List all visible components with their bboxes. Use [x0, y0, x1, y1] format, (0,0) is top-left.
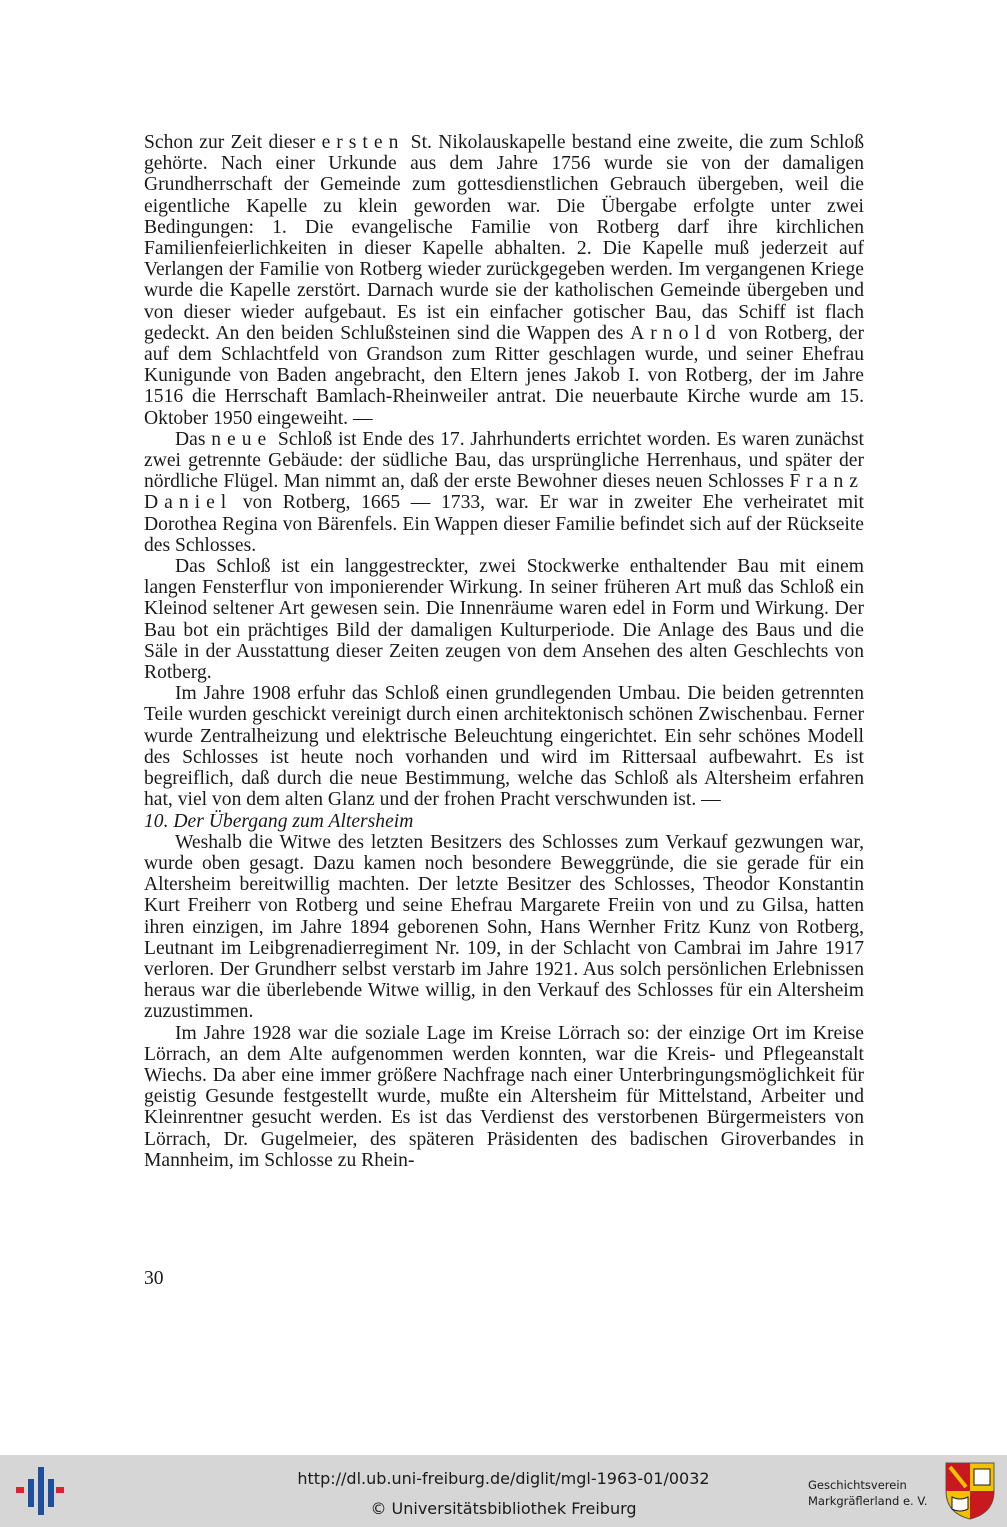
paragraph — [144, 429, 864, 556]
copyright-text: © Universitätsbibliothek Freiburg — [370, 1499, 637, 1518]
section-heading — [144, 811, 864, 832]
paragraph — [144, 832, 864, 1023]
society-name-line2: Markgräflerland e. V. — [808, 1494, 928, 1508]
text-run: von Rotberg, 1665 — 1733, war. Er war in zweiter Ehe verheiratet mit Dorothea Regina von Bärenfels. Ein Wappen dieser Familie befindet sich auf der Rückseite des Schlosses. — [144, 492, 864, 556]
paragraph — [144, 683, 864, 810]
society-name — [808, 1477, 948, 1509]
spaced-name: Franz Daniel — [144, 471, 864, 514]
text-run: St. Nikolauskapelle bestand eine zweite, die zum Schloß gehörte. Nach einer Urkunde aus dem Jahre 1756 wurde sie von der damaligen Grundherrschaft der Gemeinde zum gottesdienstlichen Gebrauch übergeben, weil die eigentliche Kapelle zu klein geworden war. Die Übergabe erfolgte unter zwei Bedingungen: 1. Die evangelische Familie von Rotberg darf ihre kirchlichen Familienfeierlichkeiten in dieser Kapelle abhalten. 2. Die Kapelle muß jederzeit auf Verlangen der Familie von Rotberg wieder zurückgegeben werden. Im vergangenen Kriege wurde die Kapelle zerstört. Darnach wurde sie der katholischen Gemeinde übergeben und von dieser wieder aufgebaut. Es ist ein einfacher gotischer Bau, das Schiff ist flach gedeckt. An den beiden Schlußsteinen sind die Wappen des — [144, 132, 864, 344]
coat-of-arms-icon — [944, 1461, 996, 1521]
source-url-link[interactable]: http://dl.ub.uni-freiburg.de/diglit/mgl-1963-01/0032 — [297, 1469, 710, 1488]
paragraph — [144, 132, 864, 429]
footer-bar — [0, 1455, 1007, 1527]
text-run: Schloß ist Ende des 17. Jahrhunderts errichtet worden. Es waren zunächst zwei getrennte Gebäude: der südliche Bau, das ursprüngliche Herrenhaus, und später der nördliche Flügel. Man nimmt an, daß der erste Bewohner dieses neuen Schlosses — [144, 428, 864, 493]
spaced-name: ersten — [321, 132, 405, 153]
text-run: von Rotberg, der auf dem Schlachtfeld von Grandson zum Ritter geschlagen wurde, und seiner Ehefrau Kunigunde von Baden angebracht, den Eltern jenes Jakob I. von Rotberg, der im Jahre 1516 die Herrschaft Bamlach-Rheinweiler antrat. Die neuerbaute Kirche wurde am 15. Oktober 1950 eingeweiht. — — [144, 322, 865, 429]
paragraph — [144, 556, 864, 683]
spaced-name: Arnold — [630, 322, 722, 344]
text-run: 10. Der Übergang zum Altersheim — [144, 810, 414, 832]
text-run: Im Jahre 1928 war die soziale Lage im Kreise Lörrach so: der einzige Ort im Kreise Lörrach, an dem Alte aufgenommen werden konnten, war die Kreis- und Pflegeanstalt Wiechs. Da aber eine immer größere Nachfrage nach einer Unterbringungsmöglichkeit für geistig Gesunde festgestellt wurde, mußte ein Altersheim für Mittelstand, Arbeiter und Kleinrentner gesucht werden. Es ist das Verdienst des verstorbenen Bürgermeisters von Lörrach, Dr. Gugelmeier, des späteren Präsidenten des badischen Giroverbandes in Mannheim, im Schlosse zu Rhein- — [144, 1022, 864, 1171]
text-run: Das — [175, 428, 212, 450]
society-name-line1: Geschichtsverein — [808, 1478, 907, 1492]
page-number: 30 — [144, 1268, 164, 1289]
text-run: Das Schloß ist ein langgestreckter, zwei Stockwerke enthaltender Bau mit einem langen Fensterflur von imponierender Wirkung. In seiner früheren Art muß das Schloß ein Kleinod seltener Art gewesen sein. Die Innenräume waren edel in Form und Wirkung. Der Bau bot ein prächtiges Bild der damaligen Kulturperiode. Die Anlage des Baus und die Säle in der Ausstattung dieser Zeiten zeugen von dem Ansehen des alten Geschlechts von Rotberg. — [144, 556, 864, 684]
spaced-name: neue — [211, 428, 273, 450]
text-run: Weshalb die Witwe des letzten Besitzers des Schlosses zum Verkauf gezwungen war, wurde oben gesagt. Dazu kamen noch besondere Beweggründe, die sie gerade für ein Altersheim bereitwillig machten. Der letzte Besitzer des Schlosses, Theodor Konstantin Kurt Freiherr von Rotberg und seine Ehefrau Margarete Freiin von und zu Gilsa, hatten ihren einzigen, im Jahre 1894 geborenen Sohn, Hans Wernher Fritz Kunz von Rotberg, Leutnant im Leibgrenadierregiment Nr. 109, in der Schlacht von Cambrai im Jahre 1917 verloren. Der Grundherr selbst verstarb im Jahre 1921. Aus solch persönlichen Erlebnissen heraus war die überlebende Witwe willig, in den Verkauf des Schlosses für ein Altersheim zuzustimmen. — [144, 831, 864, 1023]
body-text — [144, 132, 864, 1171]
text-run: Im Jahre 1908 erfuhr das Schloß einen grundlegenden Umbau. Die beiden getrennten Teile wurden geschickt vereinigt durch einen architektonisch schönen Zwischenbau. Ferner wurde Zentralheizung und elektrische Beleuchtung eingerichtet. Ein sehr schönes Modell des Schlosses ist heute noch vorhanden und wird im Rittersaal aufbewahrt. Es ist begreiflich, daß durch die neue Bestimmung, welche das Schloß als Altersheim erfahren hat, viel von dem alten Glanz und der frohen Pracht verschwunden ist. — — [144, 683, 864, 811]
text-run: Schon zur Zeit dieser — [144, 132, 322, 153]
paragraph — [144, 1023, 864, 1171]
